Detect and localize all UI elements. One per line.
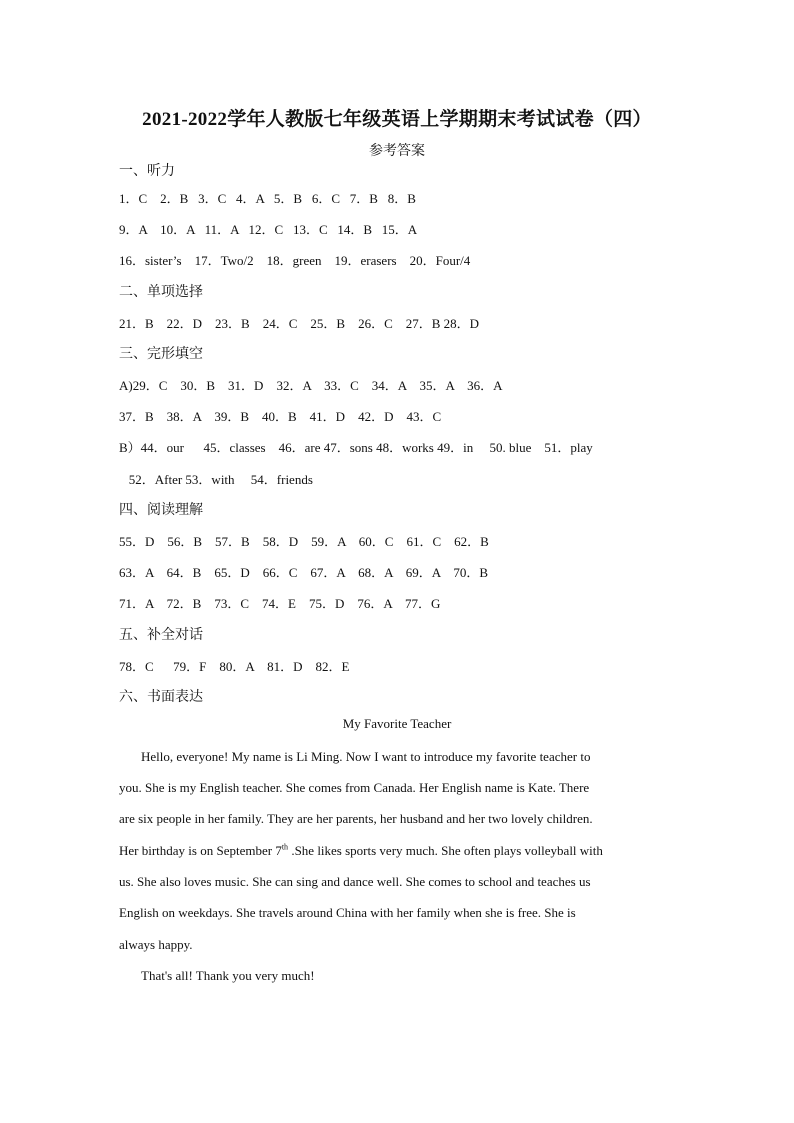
answer-line: 78．C 79．F 80．A 81．D 82．E [119, 659, 350, 674]
section-heading-cloze: 三、完形填空 [119, 347, 203, 362]
answer-line: 71．A 72．B 73．C 74．E 75．D 76．A 77．G [119, 596, 441, 611]
essay-line: you. She is my English teacher. She comes from Canada. Her English name is Kate. There [119, 780, 590, 795]
essay-line: us. She also loves music. She can sing and dance well. She comes to school and teaches us [119, 874, 591, 889]
answer-line: 21．B 22．D 23．B 24．C 25．B 26．C 27．B 28．D [119, 316, 480, 331]
answer-line: 52．After 53．with 54．friends [119, 472, 313, 487]
essay-text: .She likes sports very much. She often plays volleyball with [288, 843, 603, 858]
answer-line: 55．D 56．B 57．B 58．D 59．A 60．C 61．C 62．B [119, 534, 489, 549]
section-heading-reading: 四、阅读理解 [119, 503, 203, 518]
page-title: 2021-2022学年人教版七年级英语上学期期末考试试卷（四） [142, 109, 652, 130]
answer-line: 16．sister’s 17．Two/2 18．green 19．erasers 20．Four/4 [119, 253, 471, 268]
section-heading-dialogue: 五、补全对话 [119, 628, 203, 643]
essay-line: That's all! Thank you very much! [141, 968, 315, 983]
answer-line: 37．B 38．A 39．B 40．B 41．D 42．D 43．C [119, 409, 442, 424]
essay-line: always happy. [119, 937, 193, 952]
section-heading-single-choice: 二、单项选择 [119, 285, 203, 300]
answer-line: 63．A 64．B 65．D 66．C 67．A 68．A 69．A 70．B [119, 565, 489, 580]
page-subtitle: 参考答案 [369, 144, 425, 159]
essay-line: Hello, everyone! My name is Li Ming. Now I want to introduce my favorite teacher to [141, 749, 591, 764]
answer-line: 1．C 2．B 3．C 4．A 5．B 6．C 7．B 8．B [119, 191, 416, 206]
ordinal-suffix: th [281, 842, 289, 852]
essay-line [119, 843, 679, 859]
answer-line: A)29．C 30．B 31．D 32．A 33．C 34．A 35．A 36．A [119, 378, 503, 393]
essay-line: English on weekdays. She travels around China with her family when she is free. She is [119, 905, 576, 920]
essay-text: Her birthday is on September 7 [119, 843, 282, 858]
section-heading-writing: 六、书面表达 [119, 690, 203, 705]
answer-line: 9．A 10．A 11．A 12．C 13．C 14．B 15．A [119, 222, 418, 237]
essay-title: My Favorite Teacher [342, 716, 452, 731]
section-heading-listening: 一、听力 [119, 164, 175, 179]
essay-line: are six people in her family. They are her parents, her husband and her two lovely children. [119, 811, 593, 826]
answer-line: B）44．our 45．classes 46．are 47．sons 48．works 49．in 50. blue 51．play [119, 440, 593, 455]
